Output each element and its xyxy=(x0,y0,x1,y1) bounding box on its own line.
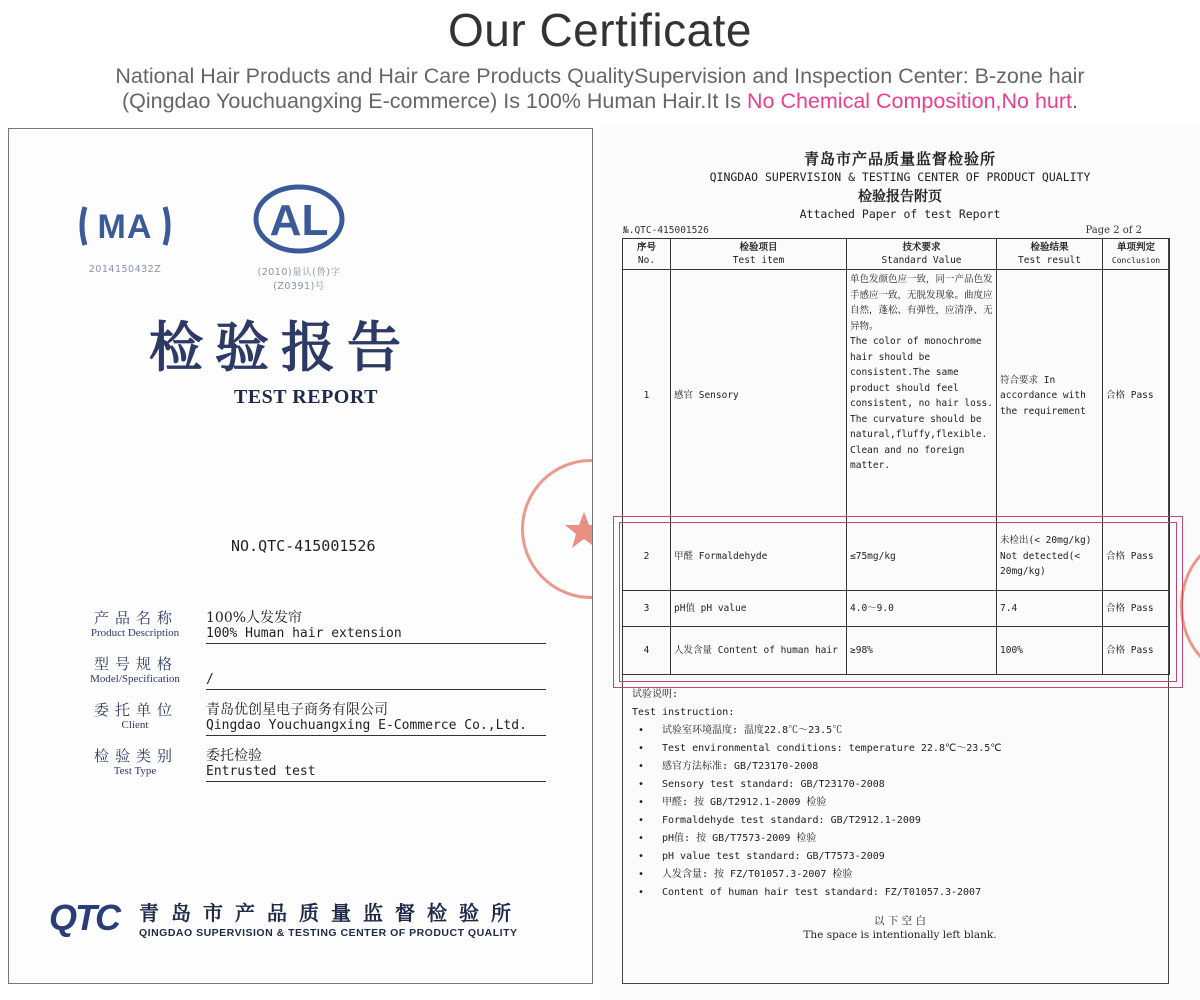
cell-no: 4 xyxy=(623,627,671,675)
cal-caption: (2010)量认(鲁)字(Z0391)号 xyxy=(257,267,341,292)
value-cn: 委托检验 xyxy=(206,748,262,764)
table-header-row xyxy=(623,239,1170,270)
label-en: Client xyxy=(121,719,149,731)
cal-logo xyxy=(237,183,361,292)
page-indicator: Page 2 of 2 xyxy=(1085,225,1142,236)
subtitle-end: . xyxy=(1072,89,1079,113)
standard-cn: 单色发颜色应一致，同一产品色发手感应一致，无脱发现象。曲度应自然，蓬松、有弹性，应清净、无异物。 xyxy=(850,274,993,332)
cell-result: 7.4 xyxy=(997,591,1103,627)
blank-notice xyxy=(600,914,1200,942)
instruction-item: • pH值: 按 GB/T7573-2009 检验 xyxy=(632,830,1102,848)
cell-result: 符合要求 In accordance with the requirement xyxy=(997,270,1103,523)
value-en: Qingdao Youchuangxing E-Commerce Co.,Ltd. xyxy=(206,717,546,736)
highlight-no-chemical: No Chemical Composition xyxy=(746,89,996,113)
cell-result: 100% xyxy=(997,627,1103,675)
subtitle-line-2-text: (Qingdao Youchuangxing E-commerce) Is 100% Human Hair.It Is xyxy=(121,89,747,113)
cell-item: 人发含量 Content of human hair xyxy=(671,627,847,675)
cell-no: 2 xyxy=(623,523,671,591)
page-title: Our Certificate xyxy=(447,4,753,56)
page-subtitle xyxy=(0,64,1200,114)
svg-text:MA: MA xyxy=(97,208,153,246)
cell-standard xyxy=(847,270,997,523)
cell-standard: 4.0～9.0 xyxy=(847,591,997,627)
col-header-conclusion: 单项判定 Conclusion xyxy=(1103,239,1170,270)
institute-name-en: QINGDAO SUPERVISION & TESTING CENTER OF PRODUCT QUALITY xyxy=(709,170,1091,184)
value-en: / xyxy=(206,671,546,690)
cell-item: pH值 pH value xyxy=(671,591,847,627)
test-report-cover xyxy=(8,128,593,984)
svg-text:AL: AL xyxy=(269,196,329,245)
cell-standard: ≥98% xyxy=(847,627,997,675)
attached-title-cn: 检验报告附页 xyxy=(858,189,942,205)
instruction-item: • Test environmental conditions: temperature 22.8℃～23.5℃ xyxy=(632,740,1102,758)
label-cn: 型号规格 xyxy=(93,655,178,673)
value-cn: 青岛优创星电子商务有限公司 xyxy=(206,702,388,718)
info-row-product xyxy=(69,607,549,653)
test-report-attached-page xyxy=(600,124,1200,1000)
cell-conclusion: 合格 Pass xyxy=(1103,270,1170,523)
col-header-item: 检验项目 Test item xyxy=(671,239,847,270)
highlight-frame-inner xyxy=(619,522,1177,682)
label-cn: 检验类别 xyxy=(93,747,178,765)
label-cn: 委托单位 xyxy=(93,701,178,719)
cell-conclusion: 合格 Pass xyxy=(1103,627,1170,675)
subtitle-line-2 xyxy=(0,89,1200,114)
value-en: 100% Human hair extension xyxy=(206,625,546,644)
col-header-result: 检验结果 Test result xyxy=(997,239,1103,270)
qtc-footer xyxy=(49,897,589,945)
highlight-no-hurt: No hurt xyxy=(1001,89,1073,113)
cell-item: 甲醛 Formaldehyde xyxy=(671,523,847,591)
attached-title-en: Attached Paper of test Report xyxy=(799,207,1001,221)
instruction-item: • 试验室环境温度: 温度22.8℃～23.5℃ xyxy=(632,722,1102,740)
cell-result: 未检出(< 20mg/kg) Not detected(< 20mg/kg) xyxy=(997,523,1103,591)
instructions-title-cn: 试验说明: xyxy=(632,689,679,700)
qtc-logo: QTC xyxy=(49,897,119,938)
col-header-no: 序号 No. xyxy=(623,239,671,270)
report-title-cn: 检验报告 xyxy=(149,315,413,379)
highlight-separator: , xyxy=(995,89,1002,113)
red-seal-stamp xyxy=(521,459,593,599)
blank-notice-cn: 以 下 空 白 xyxy=(873,915,926,927)
subtitle-line-1: National Hair Products and Hair Care Products QualitySupervision and Inspection Center: B-zone hair xyxy=(115,64,1085,88)
attached-report-number: №.QTC-415001526 xyxy=(623,225,709,236)
value-cn: 100%人发发帘 xyxy=(206,610,303,626)
cell-standard: ≤75mg/kg xyxy=(847,523,997,591)
instruction-item: • Sensory test standard: GB/T23170-2008 xyxy=(632,776,1102,794)
label-en: Product Description xyxy=(90,627,180,639)
col-header-standard: 技术要求 Standard Value xyxy=(847,239,997,270)
cma-mark-icon xyxy=(75,197,175,255)
instructions-title-en: Test instruction: xyxy=(632,707,735,718)
info-row-model xyxy=(69,653,549,699)
red-seal-stamp-partial xyxy=(1180,536,1200,676)
label-cn: 产品名称 xyxy=(93,609,178,627)
blank-notice-en: The space is intentionally left blank. xyxy=(803,929,997,941)
report-title-en: TEST REPORT xyxy=(234,386,378,408)
info-row-client xyxy=(69,699,549,745)
cell-item: 感官 Sensory xyxy=(671,270,847,523)
test-instructions xyxy=(632,686,1102,902)
cma-logo xyxy=(71,197,179,275)
instruction-item: • Formaldehyde test standard: GB/T2912.1-2009 xyxy=(632,812,1102,830)
label-en: Model/Specification xyxy=(90,673,180,685)
star-icon xyxy=(564,510,593,550)
instruction-item: • 人发含量: 按 FZ/T01057.3-2007 检验 xyxy=(632,866,1102,884)
label-en: Test Type xyxy=(113,765,157,777)
standard-en: The color of monochrome hair should be consistent.The same product should feel consistent, no hair loss. The curvature should be natural,fluffy,flexible. Clean and no foreign matter. xyxy=(850,336,993,471)
cell-no: 1 xyxy=(623,270,671,523)
instruction-item: • 感官方法标准: GB/T23170-2008 xyxy=(632,758,1102,776)
value-en: Entrusted test xyxy=(206,763,546,782)
instruction-item: • Content of human hair test standard: FZ/T01057.3-2007 xyxy=(632,884,1102,902)
report-number: NO.QTC-415001526 xyxy=(231,537,376,555)
cell-conclusion: 合格 Pass xyxy=(1103,591,1170,627)
report-info-list xyxy=(69,607,549,791)
instruction-item: • 甲醛: 按 GB/T2912.1-2009 检验 xyxy=(632,794,1102,812)
cma-number: 2014150432Z xyxy=(88,264,162,275)
institute-name-cn: 青岛市产品质量监督检验所 xyxy=(803,150,996,168)
qtc-name-cn: 青岛市产品质量监督检验所 xyxy=(139,901,523,925)
qtc-name-en: QINGDAO SUPERVISION & TESTING CENTER OF PRODUCT QUALITY xyxy=(139,927,518,939)
cal-mark-icon xyxy=(251,183,347,255)
info-row-test-type xyxy=(69,745,549,791)
cell-no: 3 xyxy=(623,591,671,627)
cell-conclusion: 合格 Pass xyxy=(1103,523,1170,591)
table-row xyxy=(623,270,1170,523)
instruction-item: • pH value test standard: GB/T7573-2009 xyxy=(632,848,1102,866)
